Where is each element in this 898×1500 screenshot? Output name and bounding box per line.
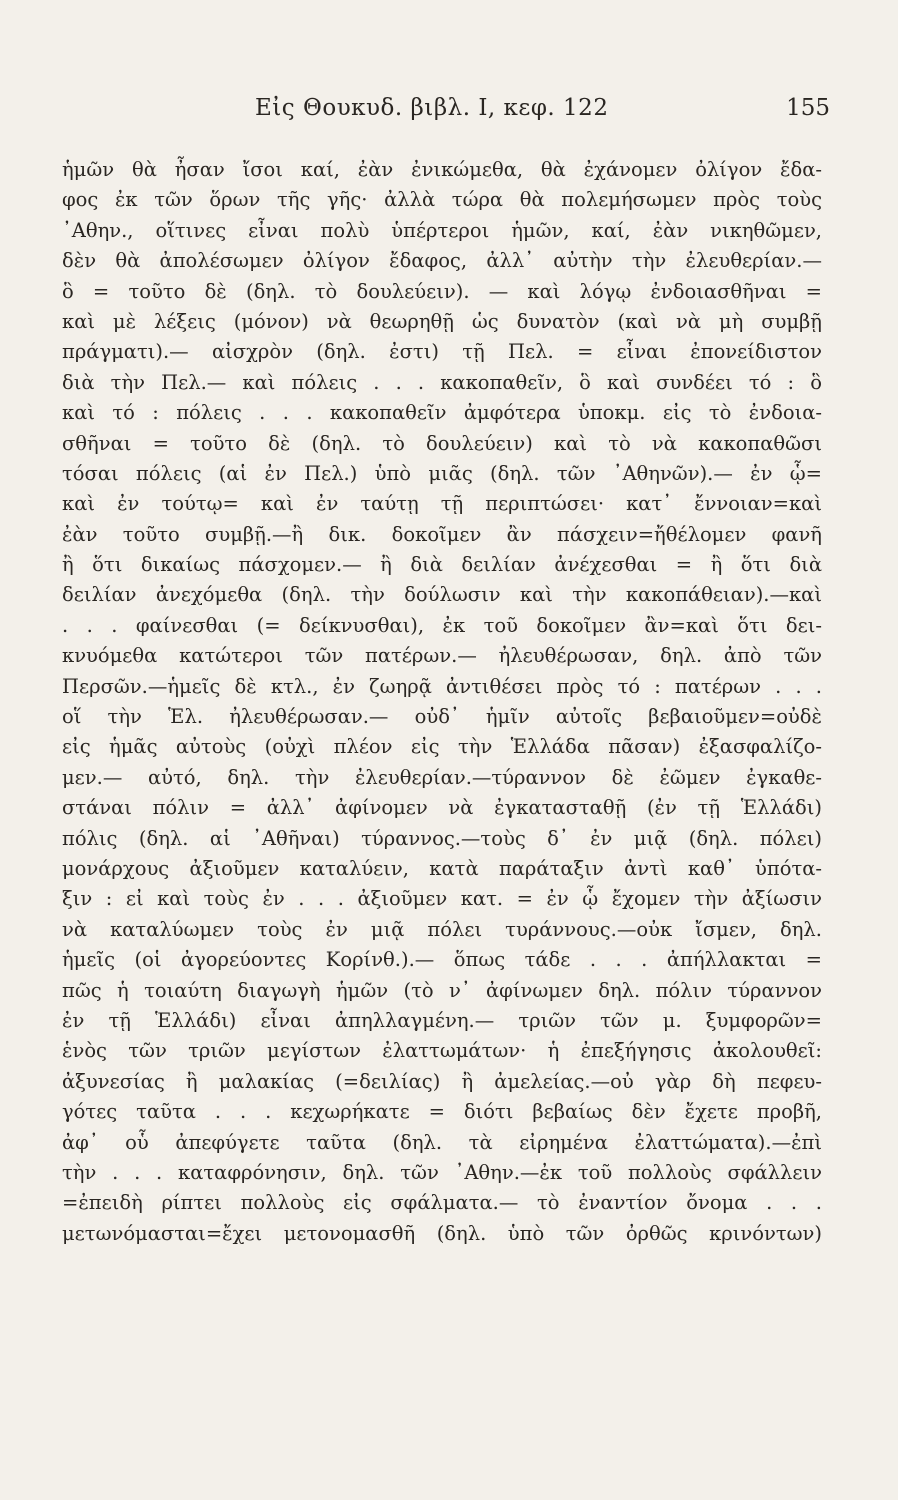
text-line: καὶ μὲ λέξεις (μόνον) νὰ θεωρηθῇ ὡς δυνατὸν (καὶ νὰ μὴ συμβῇ bbox=[62, 309, 822, 333]
text-line: . . . φαίνεσθαι (= δείκνυσθαι), ἐκ τοῦ δοκοῖμεν ἂν=καὶ ὅτι δει- bbox=[62, 613, 822, 637]
text-line: καὶ τό : πόλεις . . . κακοπαθεῖν ἀμφότερα ὑποκμ. εἰς τὸ ἐνδοια- bbox=[62, 401, 822, 425]
text-line: σθῆναι = τοῦτο δὲ (δηλ. τὸ δουλεύειν) καὶ τὸ νὰ κακοπαθῶσι bbox=[62, 431, 822, 455]
text-line: φος ἐκ τῶν ὅρων τῆς γῆς· ἀλλὰ τώρα θὰ πολεμήσωμεν πρὸς τοὺς bbox=[62, 188, 822, 212]
text-line: πράγματι).— αἰσχρὸν (δηλ. ἐστι) τῇ Πελ. = εἶναι ἐπονείδιστον bbox=[62, 340, 822, 364]
text-line: μετωνόμασται=ἔχει μετονομασθῆ (δηλ. ὑπὸ τῶν ὀρθῶς κρινόντων) bbox=[62, 1221, 822, 1245]
text-line: δειλίαν ἀνεχόμεθα (δηλ. τὴν δούλωσιν καὶ τὴν κακοπάθειαν).—καὶ bbox=[62, 583, 822, 607]
text-line: μονάρχους ἀξιοῦμεν καταλύειν, κατὰ παράταξιν ἀντὶ καθ᾽ ὑπότα- bbox=[62, 856, 822, 880]
text-line: ξιν : εἰ καὶ τοὺς ἐν . . . ἀξιοῦμεν κατ. = ἐν ᾧ ἔχομεν τὴν ἀξίωσιν bbox=[62, 887, 822, 911]
page-header bbox=[60, 95, 830, 129]
text-line: ἐὰν τοῦτο συμβῇ.—ἢ δικ. δοκοῖμεν ἂν πάσχειν=ἤθέλομεν φανῆ bbox=[62, 522, 822, 546]
text-line: πῶς ἡ τοιαύτη διαγωγὴ ἡμῶν (τὸ ν᾽ ἀφίνωμεν δηλ. πόλιν τύραννον bbox=[62, 978, 822, 1002]
text-line: ἢ ὅτι δικαίως πάσχομεν.— ἢ διὰ δειλίαν ἀνέχεσθαι = ἢ ὅτι διὰ bbox=[62, 553, 822, 577]
text-line: ἐν τῇ Ἑλλάδι) εἶναι ἀπηλλαγμένη.— τριῶν τῶν μ. ξυμφορῶν= bbox=[62, 1008, 822, 1032]
commentary-text bbox=[62, 155, 822, 1249]
text-line: στάναι πόλιν = ἀλλ᾽ ἀφίνομεν νὰ ἐγκατασταθῇ (ἐν τῇ Ἑλλάδι) bbox=[62, 796, 822, 820]
text-line: νὰ καταλύωμεν τοὺς ἐν μιᾷ πόλει τυράννους.—οὐκ ἴσμεν, δηλ. bbox=[62, 917, 822, 941]
text-line: ἡμεῖς (οἱ ἀγορεύοντες Κορίνθ.).— ὅπως τάδε . . . ἀπήλλακται = bbox=[62, 948, 822, 972]
text-line: εἰς ἡμᾶς αὐτοὺς (οὐχὶ πλέον εἰς τὴν Ἑλλάδα πᾶσαν) ἐξασφαλίζο- bbox=[62, 735, 822, 759]
text-line: ᾿Αθην., οἵτινες εἶναι πολὺ ὑπέρτεροι ἡμῶν, καί, ἐὰν νικηθῶμεν, bbox=[62, 218, 822, 242]
text-line: μεν.— αὐτό, δηλ. τὴν ἐλευθερίαν.—τύραννον δὲ ἐῶμεν ἐγκαθε- bbox=[62, 765, 822, 789]
text-line: τόσαι πόλεις (αἱ ἐν Πελ.) ὑπὸ μιᾶς (δηλ. τῶν ᾿Αθηνῶν).— ἐν ᾧ= bbox=[62, 461, 822, 485]
text-line: γότες ταῦτα . . . κεχωρήκατε = διότι βεβαίως δὲν ἔχετε προβῆ, bbox=[62, 1100, 822, 1124]
text-line: ἀξυνεσίας ἢ μαλακίας (=δειλίας) ἢ ἀμελείας.—οὐ γὰρ δὴ πεφευ- bbox=[62, 1069, 822, 1093]
text-line: ἑνὸς τῶν τριῶν μεγίστων ἐλαττωμάτων· ἡ ἐπεξήγησις ἀκολουθεῖ: bbox=[62, 1039, 822, 1063]
text-line: πόλις (δηλ. αἱ ᾿Αθῆναι) τύραννος.—τοὺς δ᾽ ἐν μιᾷ (δηλ. πόλει) bbox=[62, 826, 822, 850]
text-line: δὲν θὰ ἀπολέσωμεν ὀλίγον ἔδαφος, ἀλλ᾽ αὐτὴν τὴν ἐλευθερίαν.— bbox=[62, 249, 822, 273]
text-line: τὴν . . . καταφρόνησιν, δηλ. τῶν ᾿Αθην.—ἐκ τοῦ πολλοὺς σφάλλειν bbox=[62, 1160, 822, 1184]
text-line: =ἐπειδὴ ρίπτει πολλοὺς εἰς σφάλματα.— τὸ ἐναντίον ὄνομα . . . bbox=[62, 1191, 822, 1215]
text-line: διὰ τὴν Πελ.— καὶ πόλεις . . . κακοπαθεῖν, ὃ καὶ συνδέει τό : ὃ bbox=[62, 370, 822, 394]
text-line: κνυόμεθα κατώτεροι τῶν πατέρων.— ἠλευθέρωσαν, δηλ. ἀπὸ τῶν bbox=[62, 644, 822, 668]
running-title: Εἰς Θουκυδ. βιβλ. Ι, κεφ. 122 bbox=[255, 95, 609, 121]
text-line: Περσῶν.—ἡμεῖς δὲ κτλ., ἐν ζωηρᾷ ἀντιθέσει πρὸς τό : πατέρων . . . bbox=[62, 674, 822, 698]
text-line: καὶ ἐν τούτῳ= καὶ ἐν ταύτῃ τῇ περιπτώσει· κατ᾽ ἔννοιαν=καὶ bbox=[62, 492, 822, 516]
text-line: οἵ τὴν Ἑλ. ἠλευθέρωσαν.— οὐδ᾽ ἡμῖν αὐτοῖς βεβαιοῦμεν=οὐδὲ bbox=[62, 705, 822, 729]
page-number: 155 bbox=[786, 95, 830, 121]
text-line: ἀφ᾽ οὗ ἀπεφύγετε ταῦτα (δηλ. τὰ εἰρημένα ἐλαττώματα).—ἐπὶ bbox=[62, 1130, 822, 1154]
text-line: ὃ = τοῦτο δὲ (δηλ. τὸ δουλεύειν). — καὶ λόγῳ ἐνδοιασθῆναι = bbox=[62, 279, 822, 303]
text-line: ἡμῶν θὰ ἦσαν ἴσοι καί, ἐὰν ἐνικώμεθα, θὰ ἐχάνομεν ὀλίγον ἔδα- bbox=[62, 158, 822, 181]
